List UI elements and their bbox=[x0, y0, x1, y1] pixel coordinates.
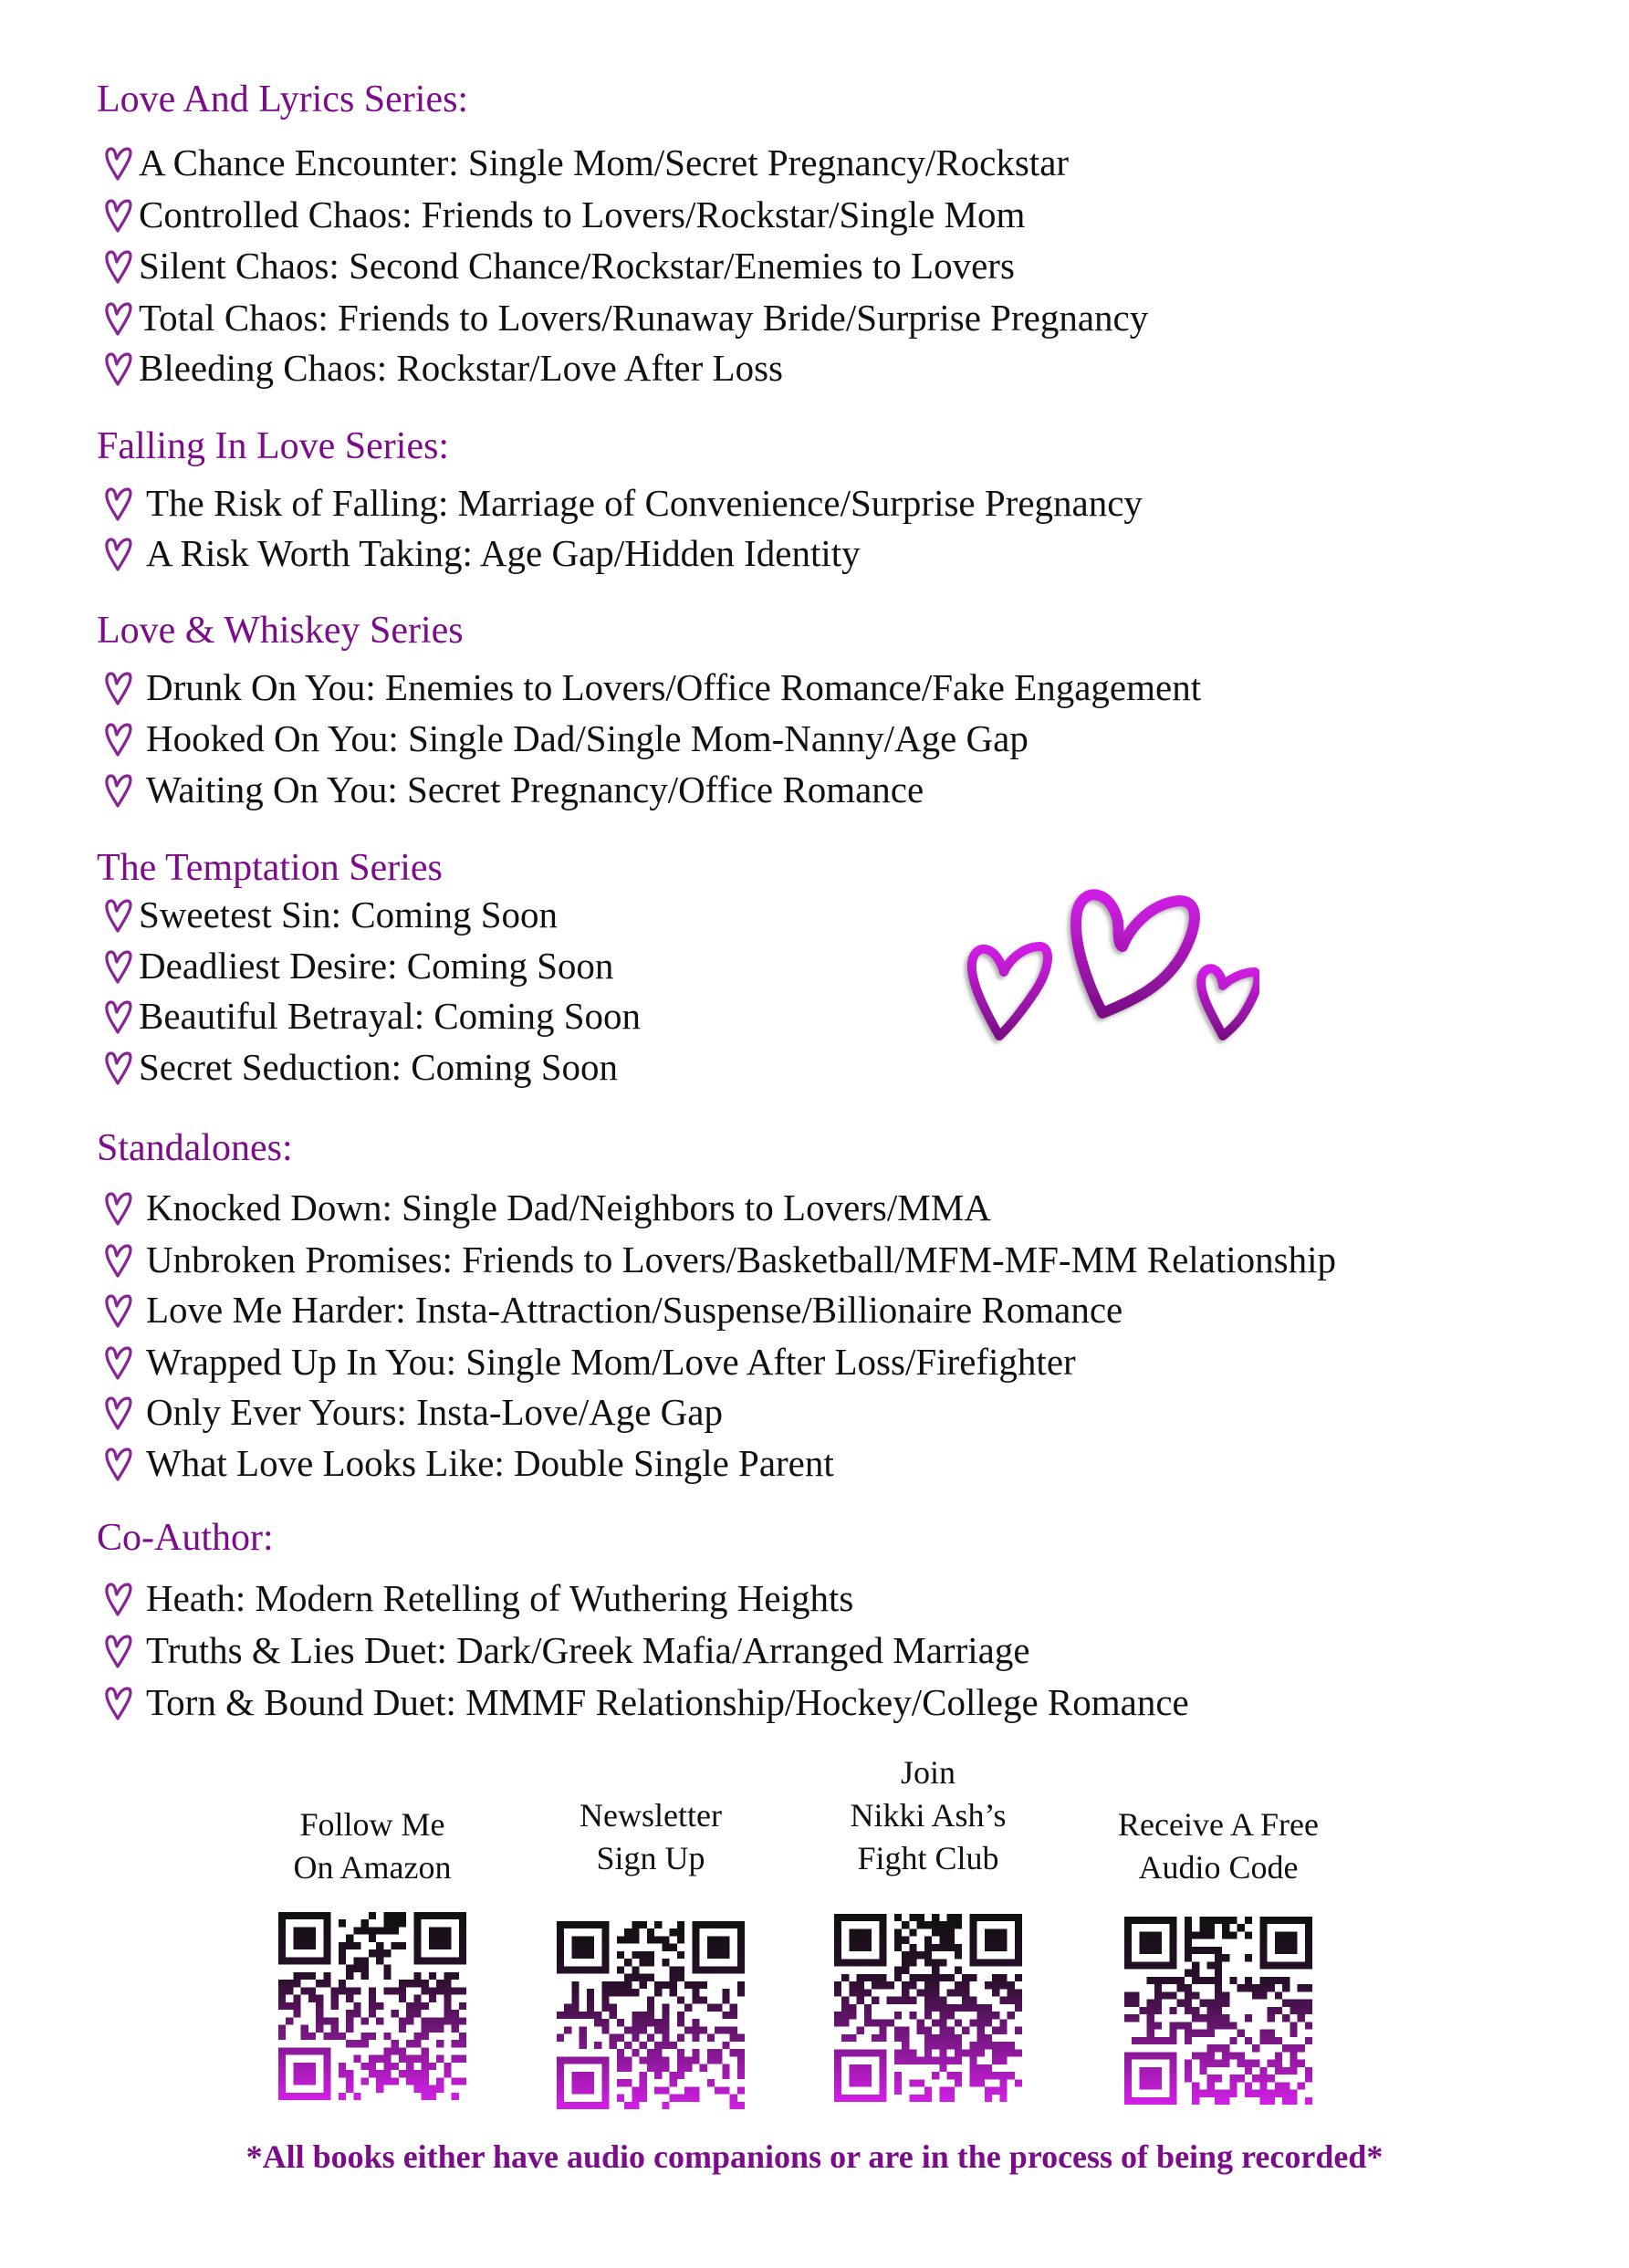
list-item bbox=[102, 995, 642, 1037]
book-title: Silent Chaos: Second Chance/Rockstar/Enemies to Lovers bbox=[139, 245, 1015, 287]
heart-bullet-icon bbox=[102, 772, 133, 809]
list-item bbox=[102, 1391, 723, 1433]
list-item bbox=[102, 1241, 1336, 1279]
book-title: Drunk On You: Enemies to Lovers/Office Romance/Fake Engagement bbox=[146, 666, 1202, 708]
heart-bullet-icon bbox=[102, 536, 133, 572]
list-item bbox=[102, 666, 1202, 708]
list-item bbox=[102, 1343, 1076, 1381]
heart-bullet-icon bbox=[102, 1633, 133, 1669]
qr-code-icon[interactable] bbox=[555, 1921, 747, 2109]
book-title: Sweetest Sin: Coming Soon bbox=[139, 894, 559, 935]
qr-code-card[interactable] bbox=[823, 1751, 1033, 1879]
heart-bullet-icon bbox=[102, 1446, 133, 1482]
qr-code-label bbox=[546, 1794, 756, 1880]
list-item bbox=[102, 247, 1015, 285]
list-item bbox=[102, 299, 1148, 337]
qr-label-line: On Amazon bbox=[293, 1848, 452, 1886]
book-title: Controlled Chaos: Friends to Lovers/Rockstar/Single Mom bbox=[139, 193, 1026, 235]
qr-label-line: Nikki Ash’s bbox=[850, 1796, 1007, 1834]
section-heading: Co-Author: bbox=[97, 1517, 274, 1559]
qr-label-line: Join bbox=[900, 1754, 955, 1791]
heart-bullet-icon bbox=[102, 350, 133, 387]
qr-label-line: Sign Up bbox=[596, 1839, 705, 1876]
qr-code-label bbox=[823, 1751, 1033, 1879]
list-item bbox=[102, 768, 924, 810]
heart-bullet-icon bbox=[102, 486, 133, 522]
heart-bullet-icon bbox=[102, 1395, 133, 1431]
book-title: Bleeding Chaos: Rockstar/Love After Loss bbox=[139, 347, 783, 389]
section-heading: Love & Whiskey Series bbox=[97, 610, 464, 652]
qr-code-card[interactable] bbox=[1113, 1803, 1323, 1889]
book-title: Hooked On You: Single Dad/Single Mom-Nanny/Age Gap bbox=[146, 717, 1029, 759]
heart-bullet-icon bbox=[102, 1292, 133, 1329]
heart-bullet-icon bbox=[102, 897, 133, 934]
book-title: Beautiful Betrayal: Coming Soon bbox=[139, 995, 642, 1037]
list-item bbox=[102, 1629, 1030, 1671]
qr-label-line: Receive A Free bbox=[1118, 1806, 1319, 1843]
section-heading: The Temptation Series bbox=[97, 847, 443, 889]
qr-code-card[interactable] bbox=[267, 1803, 477, 1889]
book-title: Torn & Bound Duet: MMMF Relationship/Hockey/College Romance bbox=[146, 1681, 1189, 1723]
qr-label-line: Follow Me bbox=[299, 1806, 445, 1843]
heart-bullet-icon bbox=[102, 248, 133, 285]
qr-label-line: Newsletter bbox=[580, 1797, 722, 1834]
heart-bullet-icon bbox=[102, 670, 133, 706]
list-item bbox=[102, 347, 783, 389]
qr-code-icon[interactable] bbox=[277, 1912, 468, 2100]
list-item bbox=[102, 1291, 1123, 1329]
audio-footnote: *All books either have audio companions or are in the process of being recorded* bbox=[245, 2138, 1384, 2175]
large-center-heart-icon bbox=[1076, 894, 1195, 1013]
heart-bullet-icon bbox=[102, 721, 133, 758]
book-title: A Risk Worth Taking: Age Gap/Hidden Identity bbox=[146, 532, 861, 574]
list-item bbox=[102, 1046, 618, 1088]
small-left-heart-icon bbox=[972, 946, 1048, 1036]
heart-bullet-icon bbox=[102, 1685, 133, 1721]
qr-code-card[interactable] bbox=[546, 1794, 756, 1880]
heart-bullet-icon bbox=[102, 998, 133, 1035]
list-item bbox=[102, 947, 613, 985]
section-heading: Standalones: bbox=[97, 1127, 293, 1169]
book-title: Waiting On You: Secret Pregnancy/Office Romance bbox=[146, 768, 924, 810]
qr-code-icon[interactable] bbox=[1123, 1917, 1314, 2105]
heart-bullet-icon bbox=[102, 1242, 133, 1279]
list-item bbox=[102, 482, 1143, 524]
qr-label-line: Audio Code bbox=[1138, 1848, 1299, 1886]
book-title: Only Ever Yours: Insta-Love/Age Gap bbox=[146, 1391, 723, 1433]
book-title: The Risk of Falling: Marriage of Convenience/Surprise Pregnancy bbox=[146, 482, 1143, 524]
qr-code-icon[interactable] bbox=[832, 1914, 1024, 2102]
list-item bbox=[102, 1577, 854, 1619]
heart-bullet-icon bbox=[102, 1344, 133, 1381]
book-title: Heath: Modern Retelling of Wuthering Heights bbox=[146, 1577, 854, 1619]
book-title: Unbroken Promises: Friends to Lovers/Basketball/MFM-MF-MM Relationship bbox=[146, 1239, 1336, 1280]
book-title: Truths & Lies Duet: Dark/Greek Mafia/Arranged Marriage bbox=[146, 1629, 1030, 1671]
heart-bullet-icon bbox=[102, 300, 133, 337]
book-title: Secret Seduction: Coming Soon bbox=[139, 1046, 618, 1088]
book-title: Wrapped Up In You: Single Mom/Love After Loss/Firefighter bbox=[146, 1341, 1076, 1383]
heart-bullet-icon bbox=[102, 145, 133, 182]
book-title: What Love Looks Like: Double Single Parent bbox=[146, 1442, 834, 1484]
book-title: Deadliest Desire: Coming Soon bbox=[139, 945, 614, 987]
three-hearts-icon bbox=[949, 872, 1259, 1045]
heart-bullet-icon bbox=[102, 1581, 133, 1617]
heart-bullet-icon bbox=[102, 1050, 133, 1086]
heart-bullet-icon bbox=[102, 948, 133, 985]
list-item bbox=[102, 141, 1070, 183]
qr-code-label bbox=[1113, 1803, 1323, 1889]
book-title: A Chance Encounter: Single Mom/Secret Pregnancy/Rockstar bbox=[139, 141, 1070, 183]
section-heading: Falling In Love Series: bbox=[97, 425, 450, 467]
list-item bbox=[102, 1442, 834, 1484]
heart-bullet-icon bbox=[102, 197, 133, 234]
heart-bullet-icon bbox=[102, 1190, 133, 1227]
list-item bbox=[102, 1681, 1189, 1723]
list-item bbox=[102, 532, 861, 574]
book-title: Total Chaos: Friends to Lovers/Runaway Bride/Surprise Pregnancy bbox=[139, 297, 1149, 339]
list-item bbox=[102, 896, 558, 934]
qr-code-label bbox=[267, 1803, 477, 1889]
section-heading: Love And Lyrics Series: bbox=[97, 78, 469, 120]
small-right-heart-icon bbox=[1201, 968, 1258, 1036]
qr-label-line: Fight Club bbox=[857, 1839, 999, 1876]
list-item bbox=[102, 1186, 991, 1228]
book-title: Knocked Down: Single Dad/Neighbors to Lovers/MMA bbox=[146, 1186, 991, 1228]
list-item bbox=[102, 193, 1026, 235]
book-title: Love Me Harder: Insta-Attraction/Suspense/Billionaire Romance bbox=[146, 1289, 1123, 1331]
list-item bbox=[102, 717, 1029, 759]
